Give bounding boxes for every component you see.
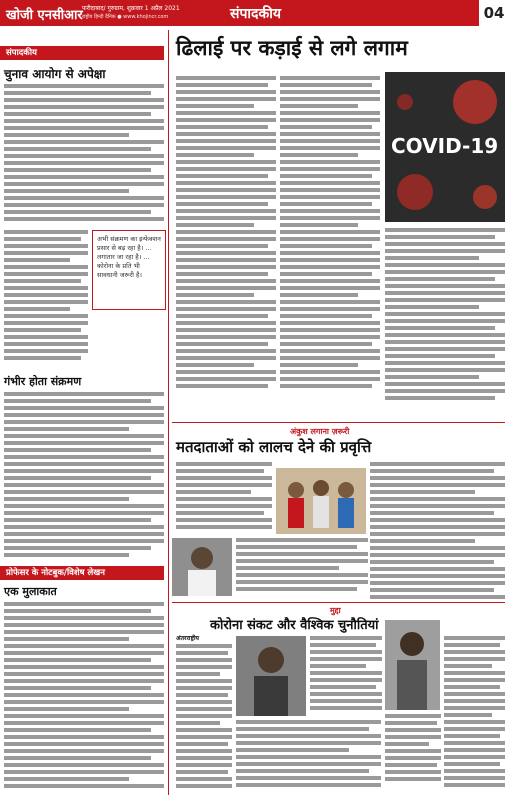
dateline: फरीदाबाद/ गुरुग्राम, शुक्रवार 1 अप्रैल 2021 <box>82 5 180 12</box>
page-number: 04 <box>479 0 509 26</box>
section-title: संपादकीय <box>230 6 281 22</box>
notebook-section-bar: प्रोफेसर के नोटबुक/विशेष लेखन <box>0 566 164 580</box>
article-body-3 <box>4 602 164 794</box>
lower-body-col3 <box>444 636 505 794</box>
main-body-col3 <box>385 228 505 418</box>
covid-image <box>385 72 505 222</box>
voters-photo <box>276 468 366 534</box>
main-headline: ढिलाई पर कड़ाई से लगे लगाम <box>176 36 408 60</box>
lower-body-col2 <box>236 720 381 794</box>
pull-quote: अभी संक्रमण का इन्फेक्शन प्रसार से बढ़ रहा है। ... लगातार जा रहा है। ... कोरोना के प्रति भी सावधानी जरूरी है। <box>92 230 166 310</box>
lower-body-col1 <box>176 644 232 794</box>
lower-small-heading: अंतरराष्ट्रीय <box>176 635 200 642</box>
mid-headline: मतदाताओं को लालच देने की प्रवृत्ति <box>176 438 372 456</box>
column-divider <box>168 30 169 795</box>
lower-headline: कोरोना संकट और वैश्विक चुनौतियां <box>210 618 379 633</box>
article-body-1b <box>4 230 88 368</box>
lower-photo-2 <box>385 620 440 710</box>
main-body-col1 <box>176 76 276 416</box>
article-body-2 <box>4 392 164 562</box>
lower-kicker: मुद्दा <box>330 606 341 615</box>
mid-kicker: अंकुश लगाना ज़रूरी <box>290 427 350 436</box>
portrait-illustration <box>172 538 232 596</box>
mid-body-col3 <box>370 462 505 602</box>
masthead <box>0 0 509 26</box>
covid-label: COVID-19 <box>391 134 499 158</box>
mid-body-col1a <box>176 462 272 536</box>
editorial-section-bar: संपादकीय <box>0 46 164 60</box>
lower-photo-1 <box>236 636 306 716</box>
article-body-1 <box>4 84 164 224</box>
figure-illustration <box>385 620 440 710</box>
headline-serious-infection: गंभीर होता संक्रमण <box>4 375 82 388</box>
politician-photo <box>172 538 232 596</box>
headline-a-meeting: एक मुलाकात <box>4 585 57 598</box>
rule-top <box>172 422 505 423</box>
lower-body-col3b <box>385 714 441 794</box>
subline: राष्ट्रीय हिन्दी दैनिक ● www.khojincr.com <box>82 14 169 20</box>
brand-name: खोजी एनसीआर <box>6 8 83 23</box>
person-illustration <box>236 636 306 716</box>
main-body-col2 <box>280 76 380 416</box>
lower-body-col2b <box>310 636 382 716</box>
headline-election-commission: चुनाव आयोग से अपेक्षा <box>4 67 106 81</box>
people-illustration <box>276 468 366 534</box>
mid-body-col2 <box>236 538 368 598</box>
rule-bottom <box>172 602 505 603</box>
